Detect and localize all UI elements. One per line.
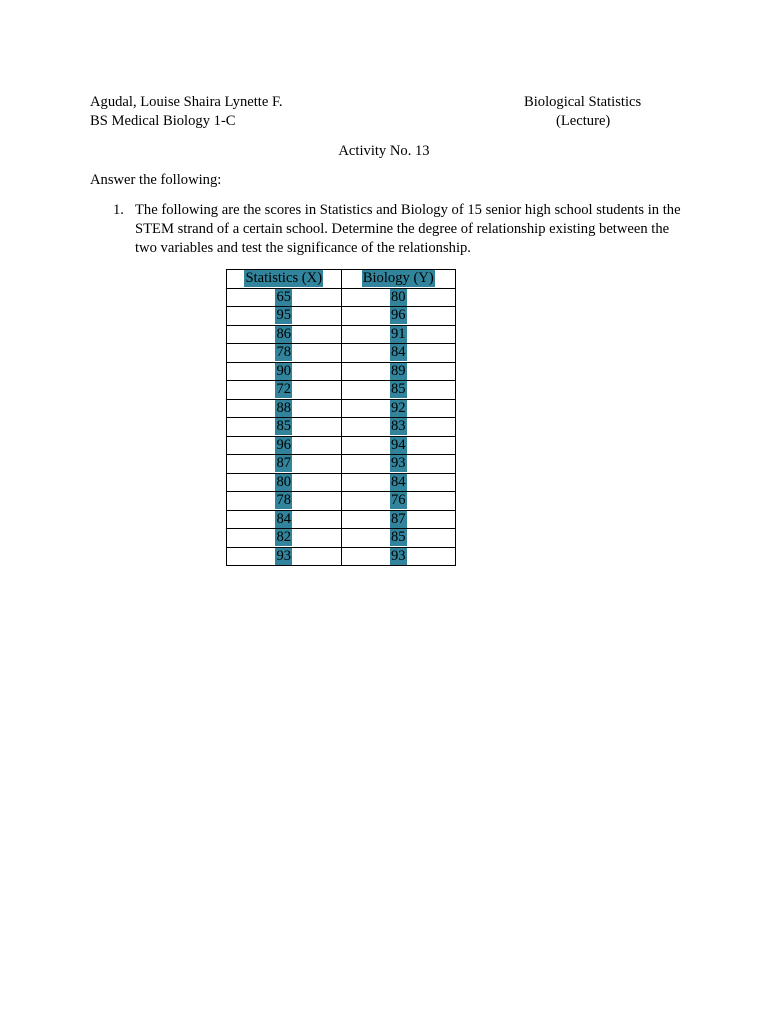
table-row bbox=[227, 399, 456, 418]
biology-cell bbox=[341, 473, 456, 492]
table-row bbox=[227, 418, 456, 437]
statistics-score: 82 bbox=[276, 529, 292, 546]
table-row bbox=[227, 381, 456, 400]
statistics-cell bbox=[227, 418, 342, 437]
header-statistics bbox=[227, 270, 342, 289]
statistics-cell bbox=[227, 455, 342, 474]
statistics-score: 78 bbox=[276, 492, 292, 509]
table-row bbox=[227, 288, 456, 307]
biology-score: 85 bbox=[390, 529, 406, 546]
statistics-cell bbox=[227, 547, 342, 566]
biology-score: 87 bbox=[390, 510, 406, 527]
statistics-cell bbox=[227, 473, 342, 492]
statistics-score: 90 bbox=[276, 362, 292, 379]
header-biology bbox=[341, 270, 456, 289]
statistics-score: 87 bbox=[276, 455, 292, 472]
biology-score: 92 bbox=[390, 399, 406, 416]
statistics-score: 86 bbox=[276, 325, 292, 342]
biology-cell bbox=[341, 455, 456, 474]
scores-table bbox=[226, 269, 456, 566]
table-row bbox=[227, 307, 456, 326]
statistics-score: 80 bbox=[276, 473, 292, 490]
statistics-score: 78 bbox=[276, 344, 292, 361]
statistics-cell bbox=[227, 344, 342, 363]
biology-cell bbox=[341, 344, 456, 363]
biology-score: 94 bbox=[390, 436, 406, 453]
question-text: The following are the scores in Statistics and Biology of 15 senior high school students in the STEM strand of a certain school. Determine the degree of relationship existing between the two variables and test the significance of the relationship. bbox=[135, 202, 681, 256]
biology-score: 84 bbox=[390, 344, 406, 361]
biology-cell bbox=[341, 492, 456, 511]
table-row bbox=[227, 529, 456, 548]
table-row bbox=[227, 436, 456, 455]
biology-score: 96 bbox=[390, 307, 406, 324]
statistics-score: 85 bbox=[276, 418, 292, 435]
biology-score: 83 bbox=[390, 418, 406, 435]
biology-cell bbox=[341, 381, 456, 400]
course-type: (Lecture) bbox=[556, 113, 611, 129]
statistics-score: 88 bbox=[276, 399, 292, 416]
statistics-score: 65 bbox=[276, 288, 292, 305]
statistics-score: 84 bbox=[276, 510, 292, 527]
statistics-score: 95 bbox=[276, 307, 292, 324]
statistics-score: 72 bbox=[276, 381, 292, 398]
statistics-cell bbox=[227, 307, 342, 326]
table-row bbox=[227, 492, 456, 511]
statistics-cell bbox=[227, 399, 342, 418]
biology-score: 91 bbox=[390, 325, 406, 342]
biology-cell bbox=[341, 510, 456, 529]
course-title: Biological Statistics bbox=[524, 94, 642, 110]
author-name: Agudal, Louise Shaira Lynette F. bbox=[90, 94, 283, 110]
table-row bbox=[227, 455, 456, 474]
table-row bbox=[227, 510, 456, 529]
biology-cell bbox=[341, 529, 456, 548]
biology-cell bbox=[341, 399, 456, 418]
biology-score: 84 bbox=[390, 473, 406, 490]
biology-score: 85 bbox=[390, 381, 406, 398]
biology-cell bbox=[341, 307, 456, 326]
biology-cell bbox=[341, 436, 456, 455]
table-row bbox=[227, 325, 456, 344]
table-row bbox=[227, 344, 456, 363]
biology-cell bbox=[341, 325, 456, 344]
statistics-cell bbox=[227, 381, 342, 400]
table-row bbox=[227, 362, 456, 381]
biology-cell bbox=[341, 547, 456, 566]
statistics-cell bbox=[227, 436, 342, 455]
header-statistics-label: Statistics (X) bbox=[245, 270, 323, 287]
statistics-cell bbox=[227, 288, 342, 307]
program-section: BS Medical Biology 1-C bbox=[90, 113, 236, 129]
biology-cell bbox=[341, 418, 456, 437]
biology-score: 80 bbox=[390, 288, 406, 305]
instructions: Answer the following: bbox=[90, 172, 222, 188]
statistics-cell bbox=[227, 362, 342, 381]
biology-score: 76 bbox=[390, 492, 406, 509]
biology-score: 93 bbox=[390, 455, 406, 472]
statistics-cell bbox=[227, 325, 342, 344]
table-row bbox=[227, 547, 456, 566]
statistics-cell bbox=[227, 510, 342, 529]
table-header-row bbox=[227, 270, 456, 289]
biology-cell bbox=[341, 362, 456, 381]
statistics-score: 93 bbox=[276, 547, 292, 564]
biology-score: 93 bbox=[390, 547, 406, 564]
statistics-cell bbox=[227, 529, 342, 548]
statistics-score: 96 bbox=[276, 436, 292, 453]
statistics-cell bbox=[227, 492, 342, 511]
biology-score: 89 bbox=[390, 362, 406, 379]
header-biology-label: Biology (Y) bbox=[362, 270, 434, 287]
table-row bbox=[227, 473, 456, 492]
activity-title: Activity No. 13 bbox=[338, 143, 430, 159]
biology-cell bbox=[341, 288, 456, 307]
question-number: 1. bbox=[113, 202, 124, 218]
